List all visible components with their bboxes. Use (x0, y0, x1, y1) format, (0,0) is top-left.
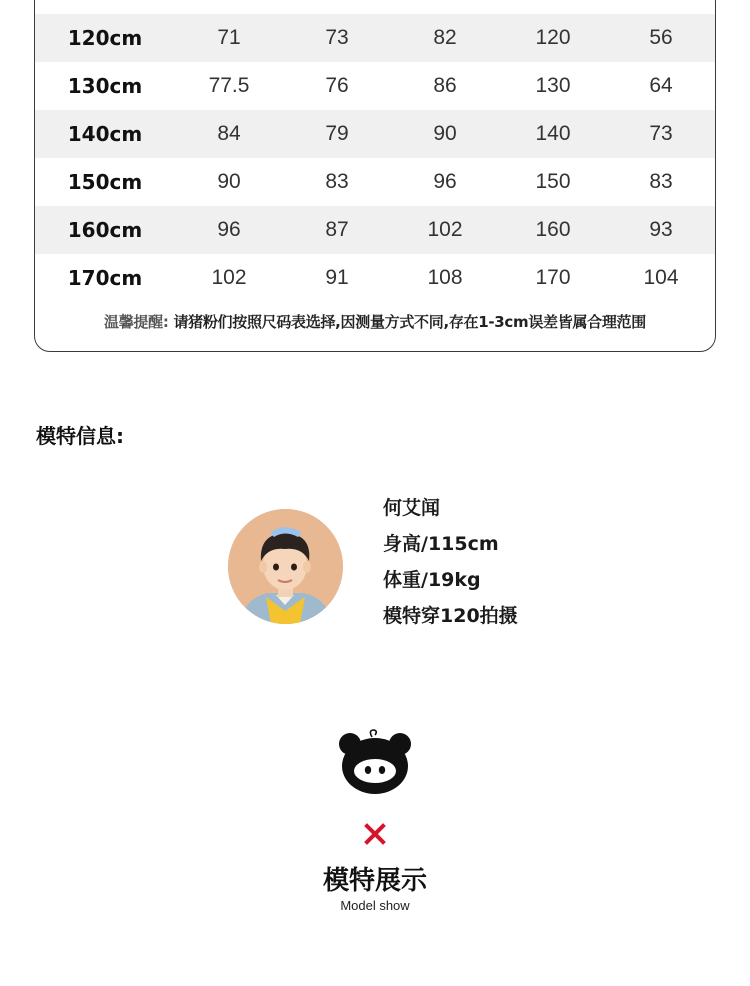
table-cell: 71 (217, 26, 241, 49)
size-note-label: 温馨提醒: (104, 313, 169, 331)
table-row (35, 158, 715, 206)
size-label: 150cm (67, 170, 143, 194)
table-cell: 86 (433, 74, 457, 97)
table-cell: 170 (535, 266, 571, 289)
table-cell: 77.5 (208, 74, 250, 97)
model-show-title: 模特展示 (322, 866, 427, 896)
table-cell: 79 (325, 122, 349, 145)
table-cell: 96 (433, 170, 457, 193)
size-table (35, 14, 715, 302)
size-note-text: 请猪粉们按照尺码表选择,因测量方式不同,存在1-3cm误差皆属合理范围 (168, 313, 646, 331)
size-note (35, 311, 715, 332)
close-x-icon (363, 822, 387, 846)
size-chart-card (34, 0, 716, 352)
table-cell: 104 (643, 266, 679, 289)
table-cell: 87 (325, 218, 349, 241)
model-show-subtitle: Model show (340, 898, 410, 913)
model-size-worn: 模特穿120拍摄 (383, 605, 518, 627)
table-cell: 84 (217, 122, 241, 145)
table-cell: 102 (427, 218, 463, 241)
table-cell: 90 (433, 122, 457, 145)
table-cell: 73 (325, 26, 349, 49)
table-cell: 64 (649, 74, 673, 97)
table-cell: 108 (427, 266, 463, 289)
table-cell: 91 (325, 266, 349, 289)
table-row (35, 254, 715, 302)
table-row (35, 62, 715, 110)
model-name: 何艾闻 (383, 497, 441, 519)
table-cell: 102 (211, 266, 247, 289)
size-label: 130cm (67, 74, 143, 98)
table-cell: 130 (535, 74, 571, 97)
size-label: 140cm (67, 122, 143, 146)
table-cell: 83 (649, 170, 673, 193)
table-row (35, 206, 715, 254)
table-cell: 82 (433, 26, 457, 49)
size-label: 120cm (67, 26, 143, 50)
avatar-illustration (228, 509, 343, 624)
table-cell: 160 (535, 218, 571, 241)
size-label: 170cm (67, 266, 143, 290)
table-cell: 83 (325, 170, 349, 193)
model-weight: 体重/19kg (383, 569, 481, 591)
model-avatar (228, 509, 343, 624)
table-row (35, 110, 715, 158)
table-cell: 90 (217, 170, 241, 193)
pig-mascot-icon (338, 728, 412, 796)
table-cell: 140 (535, 122, 571, 145)
table-cell: 73 (649, 122, 673, 145)
table-cell: 93 (649, 218, 673, 241)
table-row (35, 14, 715, 62)
model-details (383, 494, 518, 638)
table-cell: 76 (325, 74, 349, 97)
table-cell: 120 (535, 26, 571, 49)
table-cell: 96 (217, 218, 241, 241)
table-cell: 150 (535, 170, 571, 193)
model-info-heading: 模特信息: (36, 424, 124, 448)
model-height: 身高/115cm (383, 533, 499, 555)
size-label: 160cm (67, 218, 143, 242)
table-cell: 56 (649, 26, 673, 49)
